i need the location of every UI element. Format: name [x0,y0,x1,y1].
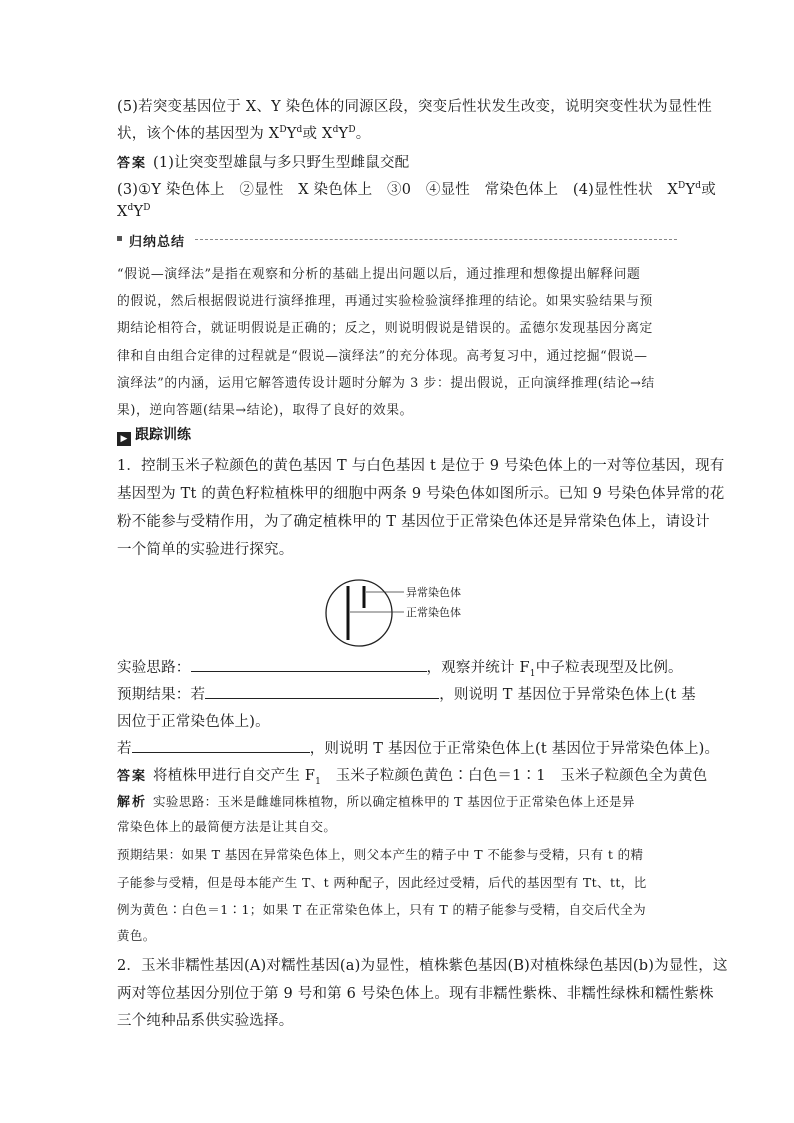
label-abnormal-chromosome: 异常染色体 [406,586,461,599]
answer-2-text-b: 玉米子粒颜色黄色∶白色＝1∶1 玉米子粒颜色全为黄色 [321,768,708,784]
sup-d: d [332,125,339,136]
q1-if-line [117,737,719,758]
sup-D: D [348,125,356,136]
analysis-line: 黄色。 [117,928,156,943]
analysis-line: 常染色体上的最简便方法是让其自交。 [117,819,337,834]
dashed-divider [195,239,677,240]
idea-suffix: ，观察并统计 F [426,660,530,676]
q1-line: 基因型为 Tt 的黄色籽粒植株甲的细胞中两条 9 号染色体如图所示。已知 9 号染色体异常的花 [117,486,725,502]
cell-circle [326,580,392,646]
sup-d: d [296,125,303,136]
idea-prefix: 实验思路： [117,660,191,676]
q1-expect-line-2: 因位于正常染色体上)。 [117,714,270,730]
q5-text-c: 或 X [302,126,333,142]
analysis-text: 实验思路：玉米是雌雄同株植物，所以确定植株甲的 T 基因位于正常染色体上还是异 [153,794,635,809]
q1-line: 1．控制玉米子粒颜色的黄色基因 T 与白色基因 t 是位于 9 号染色体上的一对等位基因，现有 [117,458,725,474]
answer-label: 答案 [117,769,148,784]
summary-line: 演绎法”的内涵，运用它解答遗传设计题时分解为 3 步：提出假说，正向演绎推理(结论→结 [117,376,655,391]
chromosome-figure [324,578,494,648]
q2-line: 三个纯种品系供实验选择。 [117,1013,294,1029]
q2-line: 两对等位基因分别位于第 9 号和第 6 号染色体上。现有非糯性紫株、非糯性绿株和糯性紫株 [117,986,714,1002]
answer-1-line-2 [117,178,716,199]
idea-suffix-2: 中子粒表现型及比例。 [535,660,683,676]
answer-1-line-3 [117,204,151,220]
sub-1: 1 [315,776,322,787]
summary-line: 的假说，然后根据假说进行演绎推理，再通过实验检验演绎推理的结论。如果实验结果与预 [117,294,653,309]
sup-D: D [678,181,686,192]
training-header [117,424,191,446]
bullet-square-icon [117,236,122,241]
sup-D: D [279,125,287,136]
answer-2-text-a: 将植株甲进行自交产生 F [153,768,316,784]
q5-text-a: 状，该个体的基因型为 X [117,126,280,142]
summary-line: 律和自由组合定律的过程就是“假说—演绎法”的充分体现。高考复习中，通过挖掘“假说— [117,349,648,364]
analysis-line: 子能参与受精，但是母本能产生 T、t 两种配子，因此经过受精，后代的基因型有 Tt、tt，比 [117,875,647,890]
q2-line: 2．玉米非糯性基因(A)对糯性基因(a)为显性，植株紫色基因(B)对植株绿色基因(b)为显性，这 [117,958,728,974]
answer-1-line2-text: (3)①Y 染色体上 ②显性 X 染色体上 ③0 ④显性 常染色体上 (4)显性性状 X [117,182,679,198]
sup-d: d [695,181,702,192]
summary-line: 果)，逆向答题(结果→结论)，取得了良好的效果。 [117,403,414,418]
q5-text-d: Y [338,126,349,142]
expect-prefix: 预期结果：若 [117,687,206,703]
q1-idea-line [117,656,683,677]
summary-title: 归纳总结 [129,235,186,250]
q5-text-b: Y [286,126,297,142]
summary-line: “假说—演绎法”是指在观察和分析的基础上提出问题以后，通过推理和想像提出解释问题 [117,267,641,282]
expect-suffix: ，则说明 T 基因位于异常染色体上(t 基 [439,687,696,703]
label-normal-chromosome: 正常染色体 [406,606,461,619]
summary-section-header [117,231,677,249]
if-prefix: 若 [117,741,132,757]
idea-blank[interactable] [191,657,427,672]
q1-line: 一个简单的实验进行探究。 [117,542,294,558]
answer-label: 答案 [117,156,148,171]
sup-D: D [143,203,151,214]
q1-line: 粉不能参与受精作用，为了确定植株甲的 T 基因位于正常染色体还是异常染色体上，请设计 [117,514,710,530]
answer-1-line-1 [117,151,409,172]
answer-1-line3-y: Y [133,204,144,220]
q5-line-1: (5)若突变基因位于 X、Y 染色体的同源区段，突变后性状发生改变，说明突变性状为显性性 [117,99,712,115]
answer-1-line2-or: 或 [701,182,716,198]
sub-1: 1 [529,668,536,679]
q1-expect-line [117,683,696,704]
analysis-line [117,791,635,810]
answer-1-text: (1)让突变型雄鼠与多只野生型雌鼠交配 [153,155,410,171]
analysis-label: 解析 [117,795,148,810]
expect-blank[interactable] [205,684,439,699]
if-blank[interactable] [132,738,310,753]
sup-d: d [127,203,134,214]
analysis-line: 预期结果：如果 T 基因在异常染色体上，则父本产生的精子中 T 不能参与受精，只有 t 的精 [117,847,644,862]
if-suffix: ，则说明 T 基因位于正常染色体上(t 基因位于异常染色体上)。 [309,741,720,757]
summary-line: 期结论相符合，就证明假说是正确的；反之，则说明假说是错误的。孟德尔发现基因分离定 [117,321,653,336]
answer-2-line [117,764,707,785]
q5-line-2 [117,122,370,143]
answer-1-line2-y: Y [685,182,696,198]
answer-1-line3-x: X [117,204,128,220]
q5-text-e: 。 [355,126,371,142]
training-title: 跟踪训练 [135,427,191,443]
analysis-line: 例为黄色∶白色＝1∶1；如果 T 在正常染色体上，只有 T 的精子能参与受精，自交后代全为 [117,902,646,917]
play-triangle-icon: ▶ [117,432,131,446]
